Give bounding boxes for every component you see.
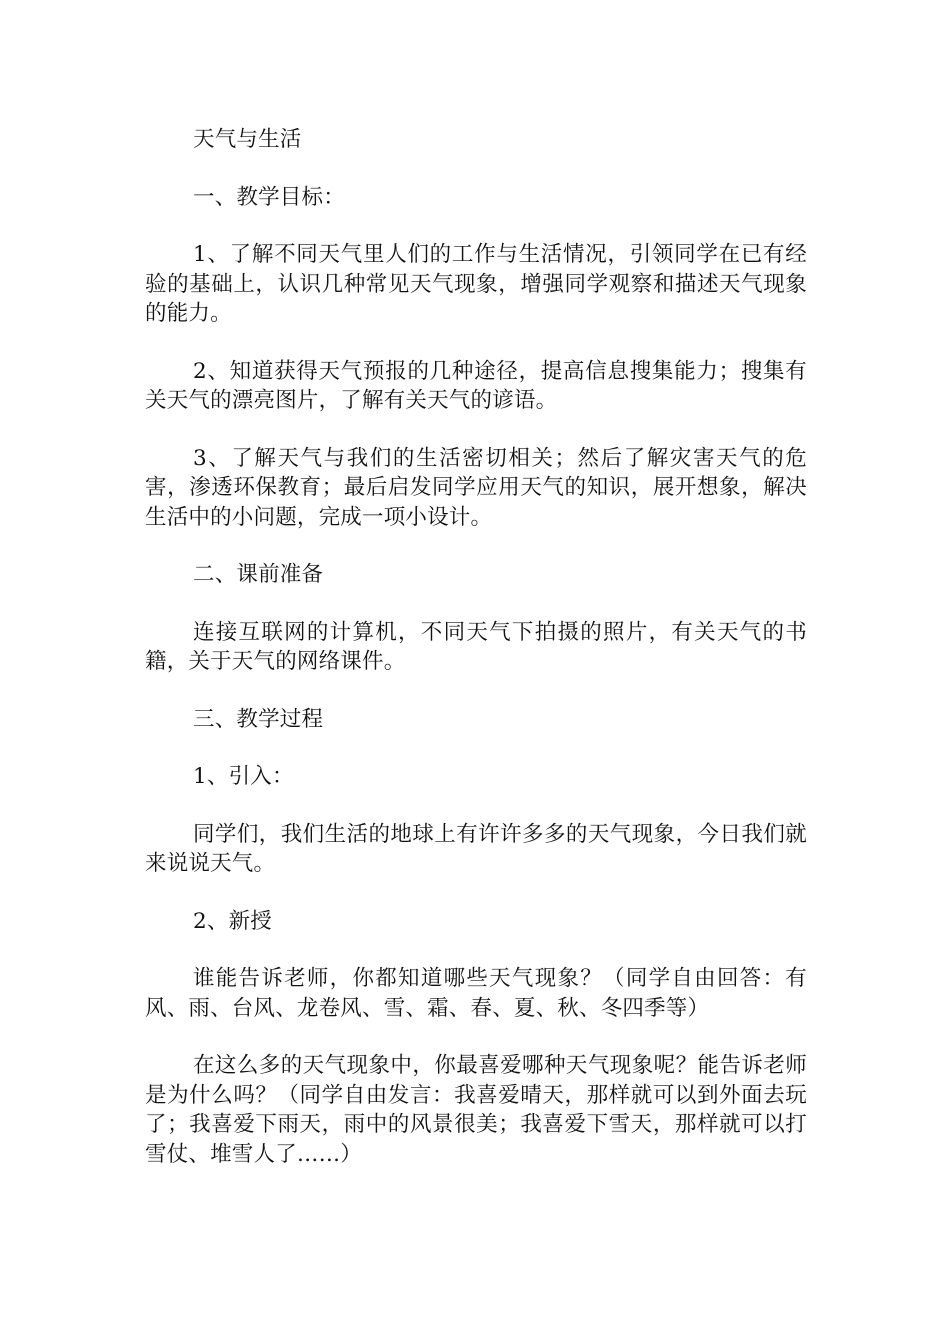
document-body [145, 125, 807, 1169]
step-heading-new-lesson: 2、新授 [193, 908, 272, 934]
objective-item-2: 2、知道获得天气预报的几种途径，提高信息搜集能力；搜集有关天气的漂亮图片，了解有关天气的谚语。 [145, 358, 807, 413]
objective-item-3: 3、了解天气与我们的生活密切相关；然后了解灾害天气的危害，渗透环保教育；最后启发同学应用天气的知识，展开想象，解决生活中的小问题，完成一项小设计。 [145, 445, 807, 530]
new-lesson-paragraph-2: 在这么多的天气现象中，你最喜爱哪种天气现象呢？能告诉老师是为什么吗？（同学自由发言：我喜爱晴天，那样就可以到外面去玩了；我喜爱下雨天，雨中的风景很美；我喜爱下雪天，那样就可以打雪仗、堆雪人了……） [145, 1053, 807, 1167]
document-title: 天气与生活 [193, 127, 302, 152]
objective-item-1: 1、了解不同天气里人们的工作与生活情况，引领同学在已有经验的基础上，认识几种常见天气现象，增强同学观察和描述天气现象的能力。 [145, 242, 807, 326]
step-heading-intro: 1、引入： [193, 764, 294, 789]
intro-body: 同学们，我们生活的地球上有许许多多的天气现象，今日我们就来说说天气。 [145, 821, 807, 876]
section-heading-process: 三、教学过程 [193, 706, 324, 732]
new-lesson-paragraph-1: 谁能告诉老师，你都知道哪些天气现象？（同学自由回答：有风、雨、台风、龙卷风、雪、霜、春、夏、秋、冬四季等） [145, 966, 807, 1021]
preparation-body: 连接互联网的计算机，不同天气下拍摄的照片，有关天气的书籍，关于天气的网络课件。 [145, 619, 807, 674]
section-heading-preparation: 二、课前准备 [193, 562, 324, 587]
section-heading-objectives: 一、教学目标： [193, 184, 345, 210]
